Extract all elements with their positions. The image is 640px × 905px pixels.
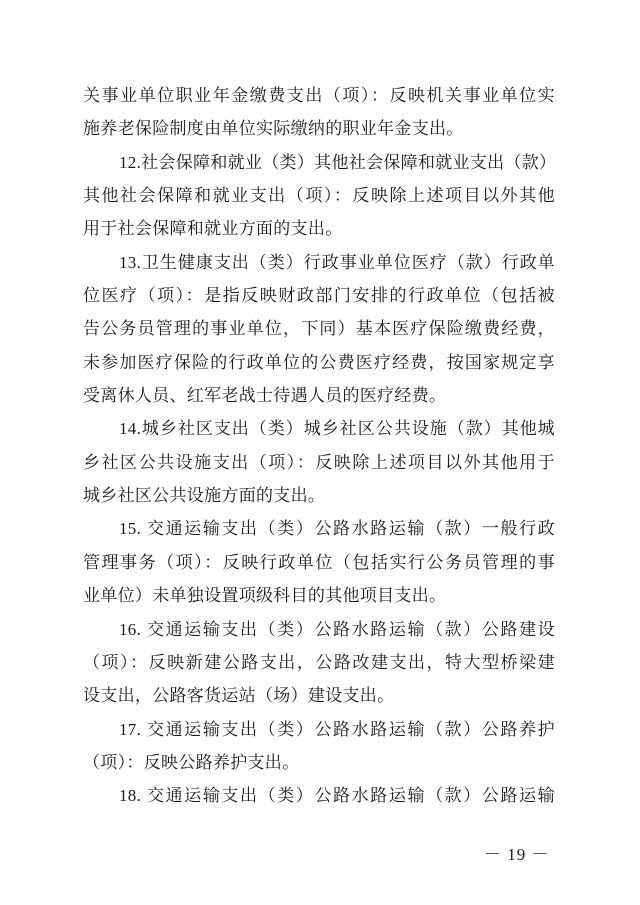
text-line: 管理事务（项）：反映行政单位（包括实行公务员管理的事 (83, 552, 555, 572)
text-line: 16. 交通运输支出（类）公路水路运输（款）公路建设 (119, 619, 555, 639)
text-line: 城乡社区公共设施方面的支出。 (83, 486, 326, 506)
text-line: 告公务员管理的事业单位，下同）基本医疗保险缴费经费， (83, 319, 555, 339)
body-text (83, 79, 555, 813)
text-line: 受离休人员、红军老战士待遇人员的医疗经费。 (83, 386, 447, 406)
text-line: 其他社会保障和就业支出（项）：反映除上述项目以外其他 (83, 186, 555, 206)
text-line: 18. 交通运输支出（类）公路水路运输（款）公路运输 (119, 786, 555, 806)
text-line: 业单位）未单独设置项级科目的其他项目支出。 (83, 586, 447, 606)
text-line: 关事业单位职业年金缴费支出（项）：反映机关事业单位实 (83, 86, 555, 105)
text-line: 未参加医疗保险的行政单位的公费医疗经费，按国家规定享 (83, 352, 555, 372)
text-line: （项）：反映新建公路支出，公路改建支出，特大型桥梁建 (83, 652, 555, 672)
text-line: 14.城乡社区支出（类）城乡社区公共设施（款）其他城 (119, 419, 555, 439)
text-line: 13.卫生健康支出（类）行政事业单位医疗（款）行政单 (119, 252, 555, 272)
text-line: 设支出，公路客货运站（场）建设支出。 (83, 686, 395, 706)
page-number: － 19 － (484, 845, 550, 864)
text-line: 施养老保险制度由单位实际缴纳的职业年金支出。 (83, 119, 464, 139)
text-line: （项）：反映公路养护支出。 (83, 752, 300, 772)
text-line: 位医疗（项）：是指反映财政部门安排的行政单位（包括被 (83, 286, 555, 306)
text-line: 15. 交通运输支出（类）公路水路运输（款）一般行政 (119, 519, 555, 539)
text-line: 17. 交通运输支出（类）公路水路运输（款）公路养护 (119, 719, 555, 739)
text-line: 用于社会保障和就业方面的支出。 (83, 219, 343, 239)
text-line: 12.社会保障和就业（类）其他社会保障和就业支出（款） (119, 152, 557, 172)
text-line: 乡社区公共设施支出（项）：反映除上述项目以外其他用于 (83, 452, 555, 472)
